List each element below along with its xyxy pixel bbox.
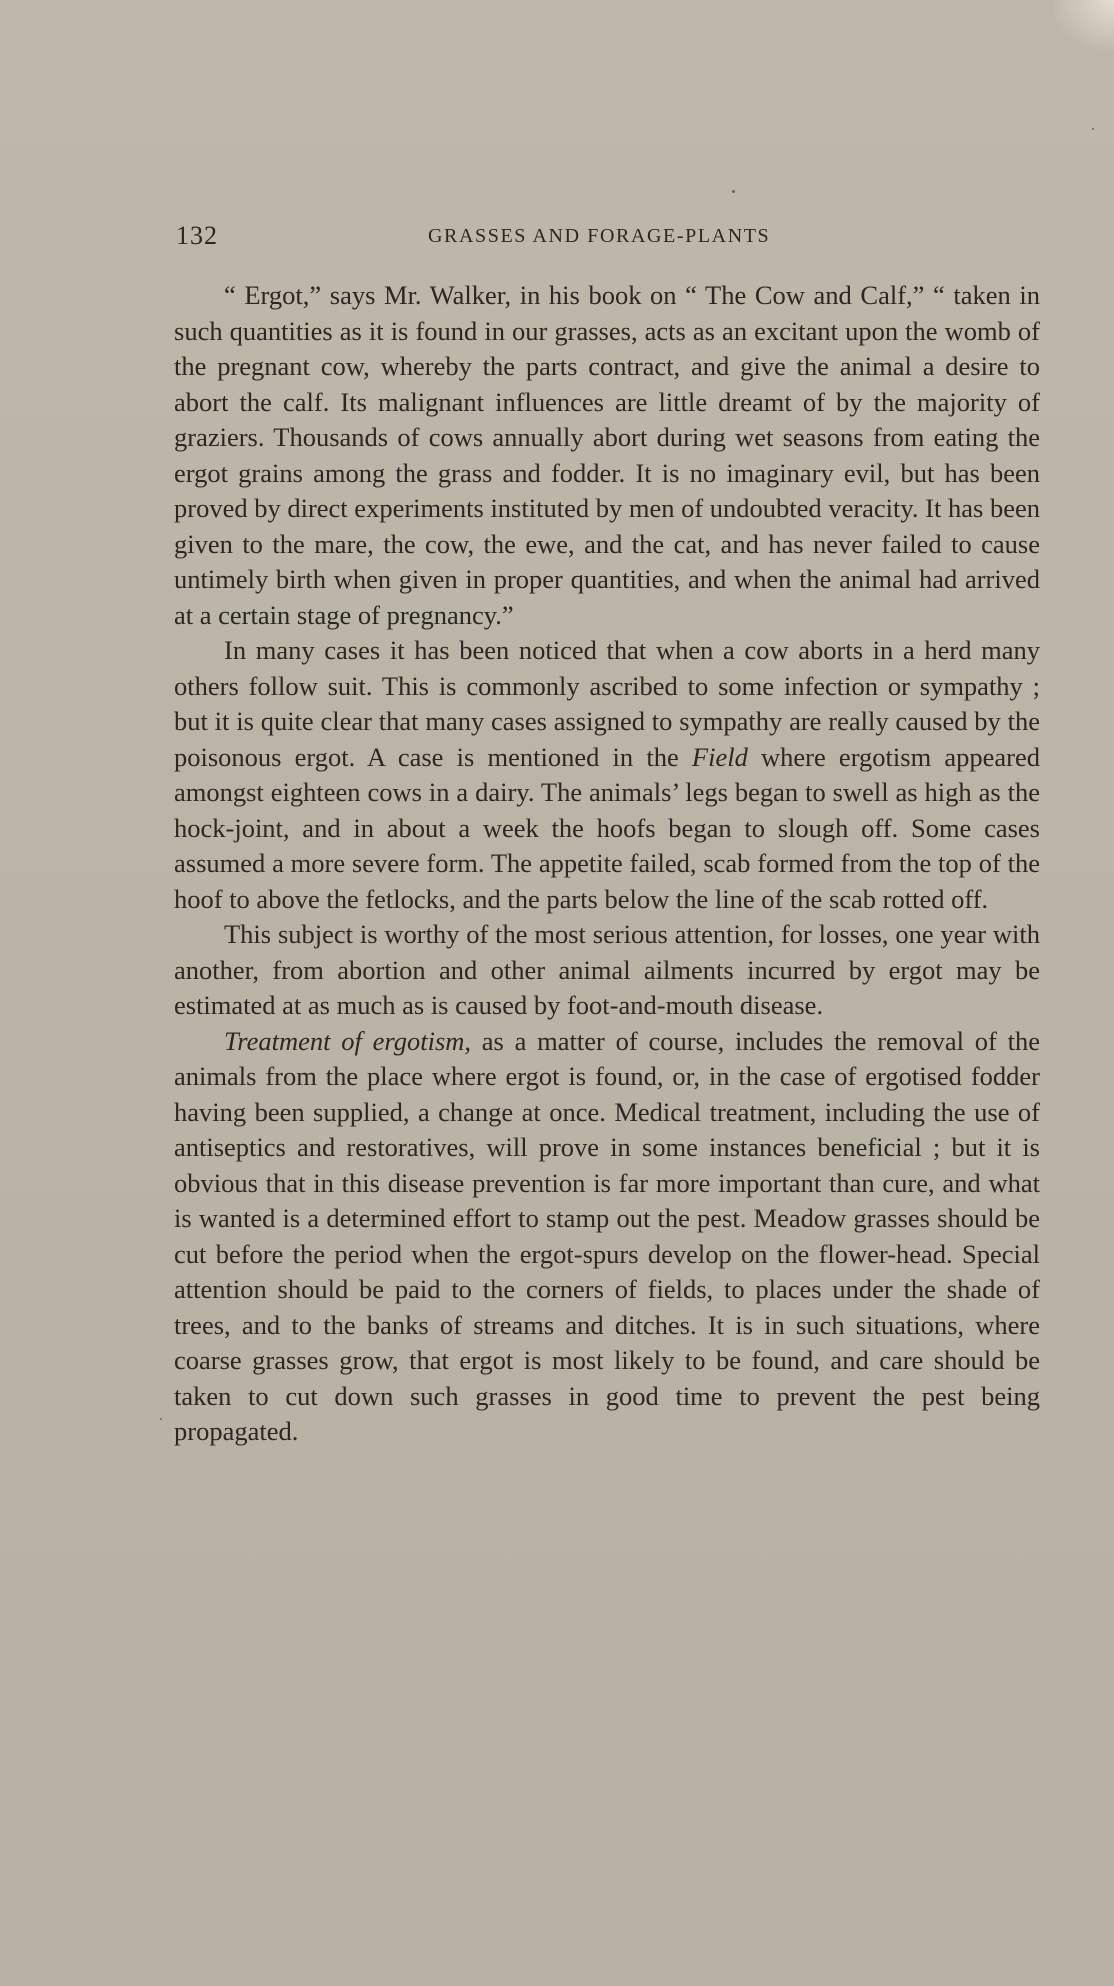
paragraph-text: This subject is worthy of the most serious attention, for losses, one year with another, from abortion and other animal ailments incurred by ergot may be estimated at as much as is caused by foot-and-mouth disease.	[174, 919, 1040, 1020]
page-corner-discoloration	[1054, 0, 1114, 50]
print-speck	[1092, 128, 1094, 130]
print-speck	[732, 190, 735, 193]
paragraph-text: “ Ergot,” says Mr. Walker, in his book on “ The Cow and Calf,” “ taken in such quantities as it is found in our grasses, acts as an excitant upon the womb of the pregnant cow, whereby the parts contract, and give the animal a desire to abort the calf. Its malignant influences are little dreamt of by the majority of graziers. Thousands of cows annually abort during wet seasons from eating the ergot grains among the grass and fodder. It is no imaginary evil, but has been proved by direct experiments instituted by men of undoubted veracity. It has been given to the mare, the cow, the ewe, and the cat, and has never failed to cause untimely birth when given in proper quantities, and when the animal had arrived at a certain stage of pregnancy.”	[174, 280, 1040, 630]
paragraph-text: In many cases it has been noticed that when a cow aborts in a herd many others follow suit. This is commonly ascribed to some infection or sympathy ; but it is quite clear that many cases assigned to sympathy are really caused by the poisonous ergot. A case is mentioned in the	[174, 635, 1040, 772]
page-header	[176, 221, 1036, 251]
paragraph-walker-quote	[174, 278, 1040, 633]
italic-reference: Field	[691, 741, 748, 772]
paragraph-text: where ergotism appeared amongst eighteen cows in a dairy. The animals’ legs began to swell as high as the hock-joint, and in about a week the hoofs began to slough off. Some cases assumed a more severe form. The appetite failed, scab formed from the top of the hoof to above the fetlocks, and the parts below the line of the scab rotted off.	[174, 741, 1040, 914]
paragraph-losses	[174, 917, 1040, 1024]
italic-subheading: Treatment of ergotism,	[224, 1025, 472, 1056]
page-number: 132	[176, 221, 218, 250]
paragraph-herd-cases	[174, 633, 1040, 917]
paragraph-treatment	[174, 1024, 1040, 1450]
paragraph-text: as a matter of course, includes the removal of the animals from the place where ergot is found, or, in the case of ergotised fodder having been supplied, a change at once. Medical treatment, including the use of antiseptics and restoratives, will prove in some instances beneficial ; but it is obvious that in this disease prevention is far more important than cure, and what is wanted is a determined effort to stamp out the pest. Meadow grasses should be cut before the period when the ergot-spurs develop on the flower-head. Special attention should be paid to the corners of fields, to places under the shade of trees, and to the banks of streams and ditches. It is in such situations, where coarse grasses grow, that ergot is most likely to be found, and care should be taken to cut down such grasses in good time to prevent the pest being propagated.	[174, 1025, 1041, 1446]
running-head: GRASSES AND FORAGE-PLANTS	[428, 225, 771, 247]
print-speck	[160, 1418, 162, 1420]
body-text	[174, 278, 1040, 1450]
